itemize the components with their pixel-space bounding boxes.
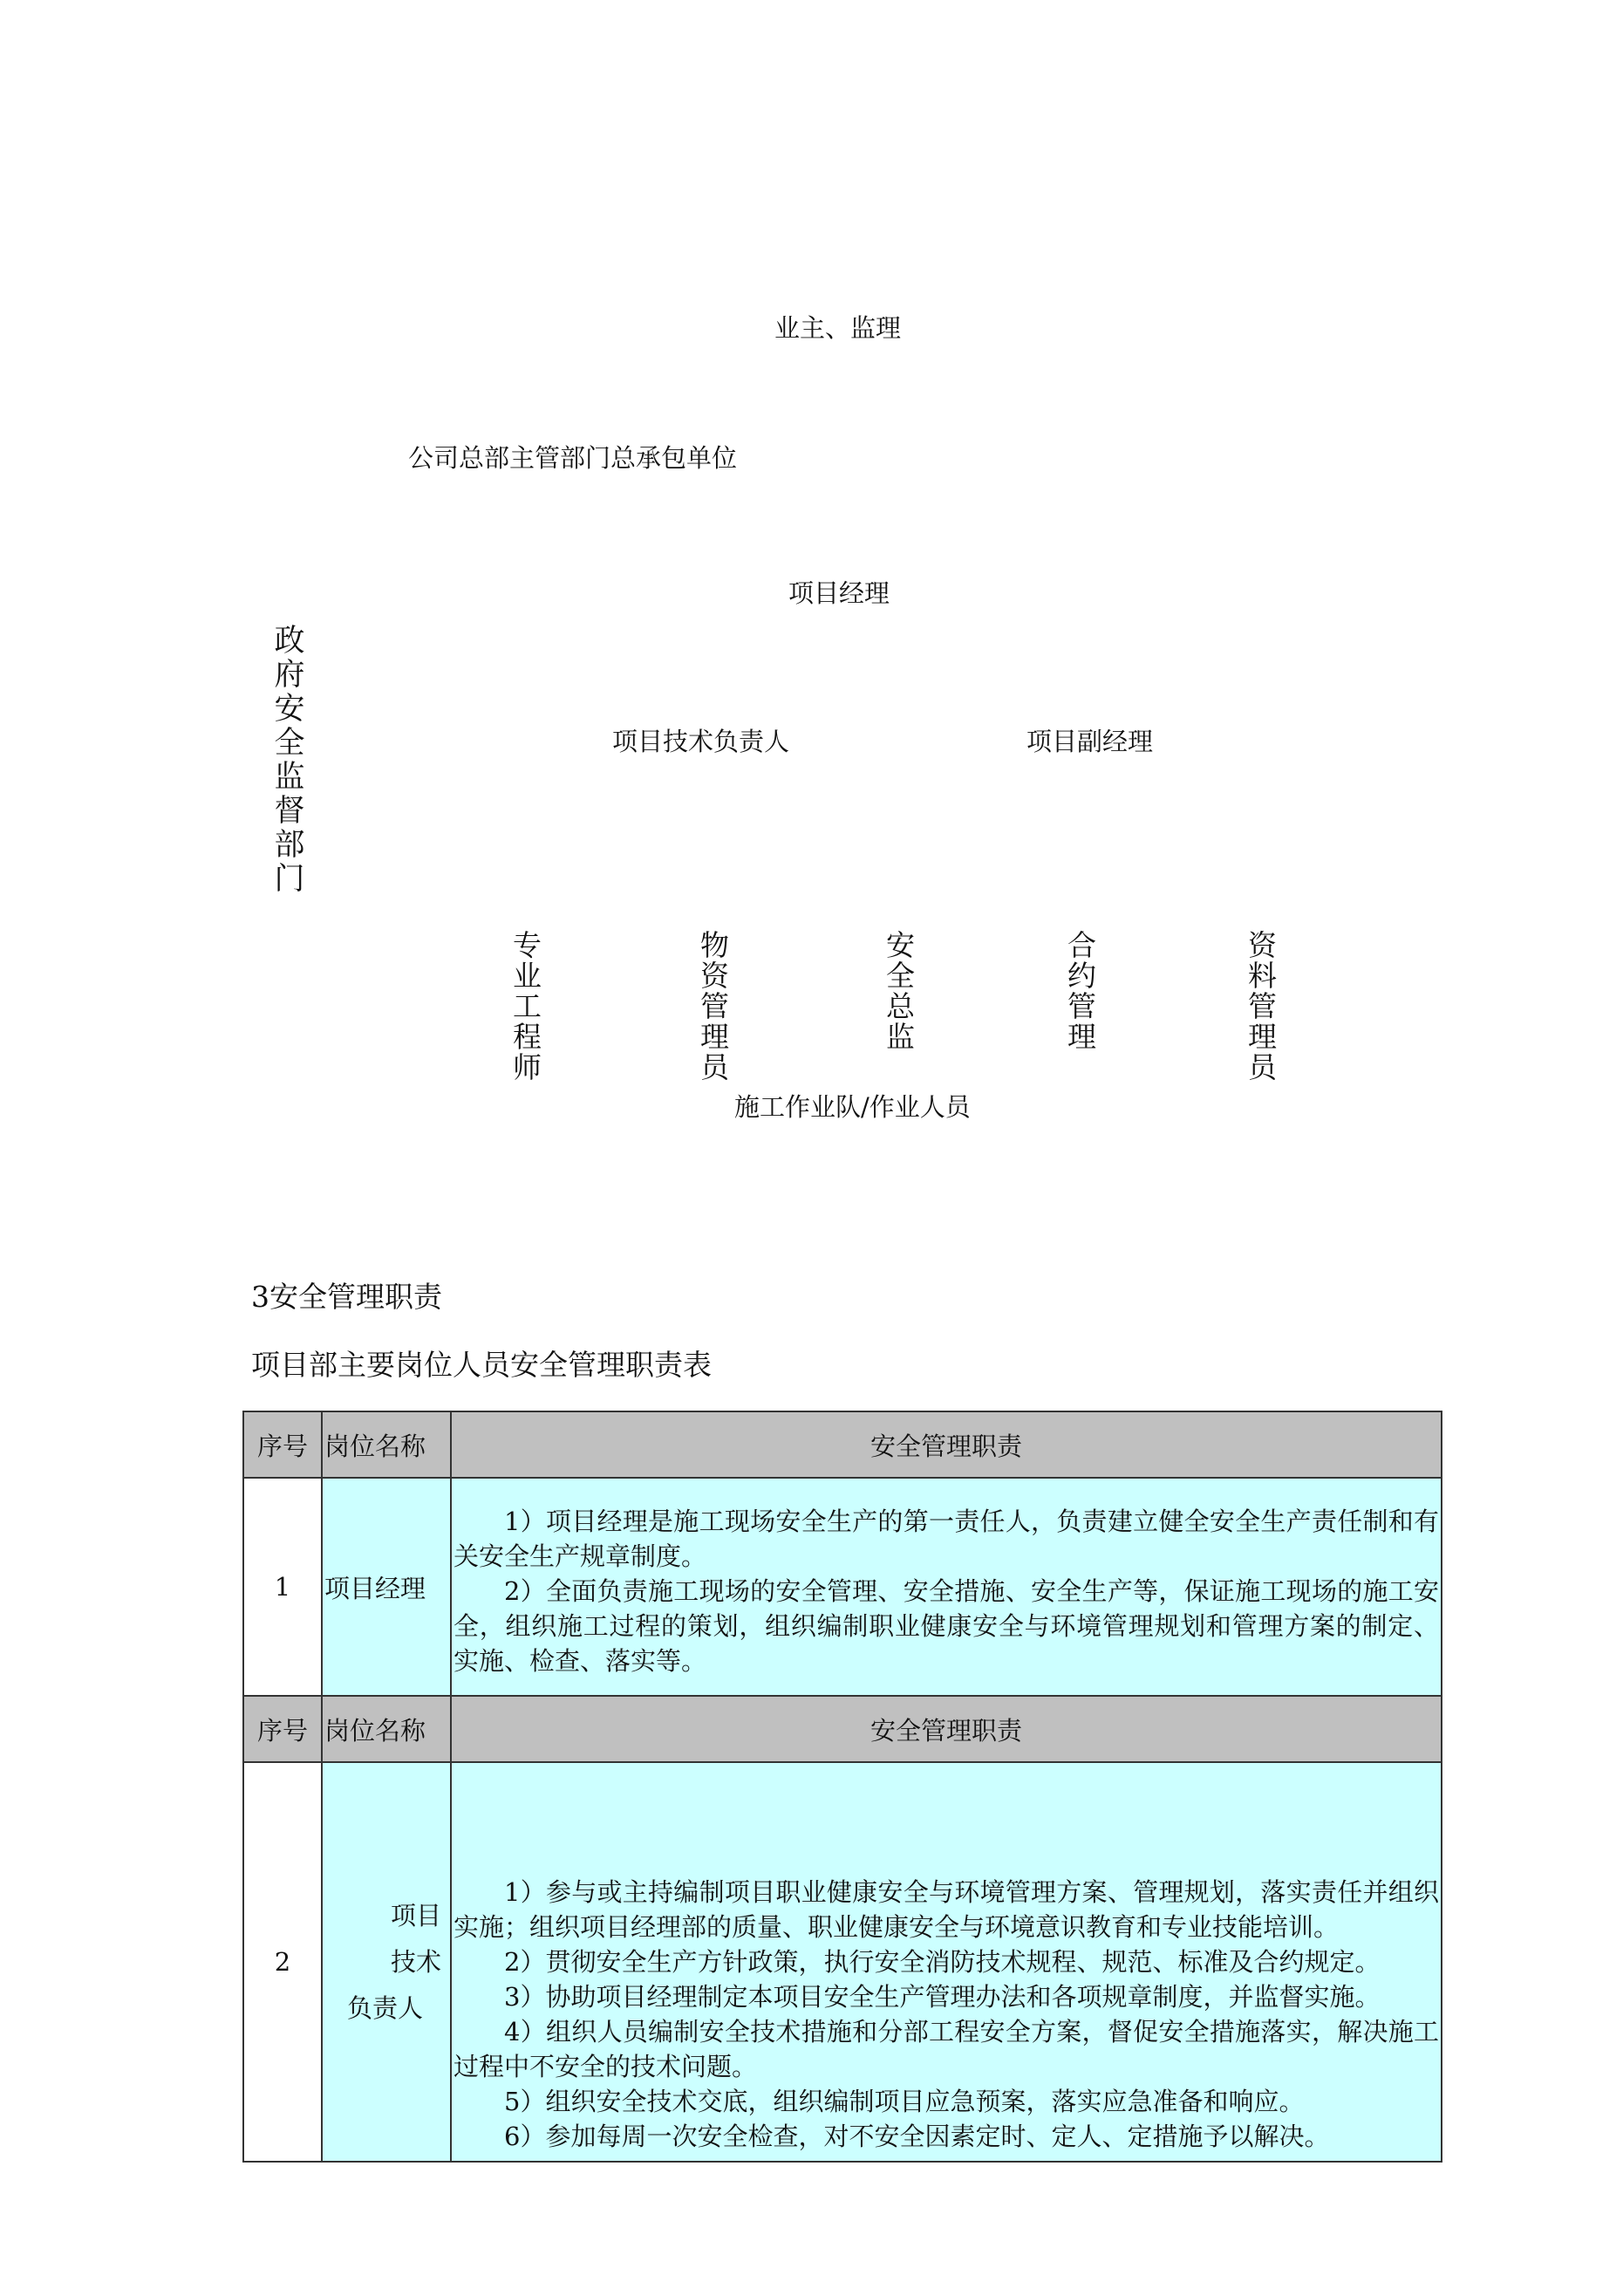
section-heading: 3安全管理职责 (251, 1280, 442, 1314)
position-line: 技术 (390, 1946, 441, 1977)
header-index: 序号 (243, 1411, 322, 1478)
table-title: 项目部主要岗位人员安全管理职责表 (251, 1348, 712, 1382)
org-role-documents: 资料管理员 (1244, 930, 1278, 1083)
org-role-contracts: 合约管理 (1063, 930, 1097, 1052)
row-index: 1 (243, 1478, 322, 1696)
org-owner: 业主、监理 (774, 313, 902, 343)
table-header-row (243, 1696, 1442, 1762)
duty-item: 4）组织人员编制安全技术措施和分部工程安全方案，督促安全措施落实，解决施工过程中不安全的技术问题。 (453, 2017, 1439, 2081)
org-workers: 施工作业队/作业人员 (734, 1092, 971, 1122)
org-role-safety-director: 安全总监 (882, 930, 916, 1052)
org-gov-dept: 政府安全监督部门 (269, 624, 304, 896)
position-label: 项目经理 (324, 1573, 426, 1603)
responsibility-table (242, 1411, 1442, 2163)
org-company: 公司总部主管部门总承包单位 (408, 443, 738, 473)
header-duties: 安全管理职责 (451, 1411, 1442, 1478)
row-index: 2 (243, 1762, 322, 2162)
org-deputy-manager: 项目副经理 (1026, 727, 1154, 756)
position-label (323, 1893, 450, 2032)
row-duties (451, 1762, 1442, 2162)
org-tech-lead: 项目技术负责人 (612, 727, 790, 756)
duty-item: 2）贯彻安全生产方针政策，执行安全消防技术规程、规范、标准及合约规定。 (504, 1947, 1381, 1977)
position-line: 项目 (390, 1900, 441, 1930)
duty-item: 2）全面负责施工现场的安全管理、安全措施、安全生产等，保证施工现场的施工安全，组织施工过程的策划，组织编制职业健康安全与环境管理规划和管理方案的制定、实施、检查、落实等。 (453, 1576, 1439, 1676)
row-position (322, 1762, 451, 2162)
duty-item: 1）参与或主持编制项目职业健康安全与环境管理方案、管理规划，落实责任并组织实施；组织项目经理部的质量、职业健康安全与环境意识教育和专业技能培训。 (453, 1877, 1439, 1942)
table-row (243, 1478, 1442, 1696)
header-index: 序号 (243, 1696, 322, 1762)
org-role-engineer: 专业工程师 (508, 930, 542, 1083)
org-role-materials: 物资管理员 (696, 930, 730, 1083)
org-project-manager: 项目经理 (788, 578, 890, 608)
duty-item: 1）项目经理是施工现场安全生产的第一责任人，负责建立健全安全生产责任制和有关安全生产规章制度。 (453, 1507, 1439, 1571)
header-position: 岗位名称 (322, 1411, 451, 1478)
table-row (243, 1762, 1442, 2162)
header-duties: 安全管理职责 (451, 1696, 1442, 1762)
duty-item: 6）参加每周一次安全检查，对不安全因素定时、定人、定措施予以解决。 (504, 2122, 1330, 2151)
row-duties (451, 1478, 1442, 1696)
position-line: 负责人 (347, 1992, 424, 2023)
row-position (322, 1478, 451, 1696)
duty-item: 5）组织安全技术交底，组织编制项目应急预案，落实应急准备和响应。 (504, 2087, 1305, 2116)
header-position: 岗位名称 (322, 1696, 451, 1762)
table-header-row (243, 1411, 1442, 1478)
duty-item: 3）协助项目经理制定本项目安全生产管理办法和各项规章制度，并监督实施。 (504, 1982, 1381, 2012)
